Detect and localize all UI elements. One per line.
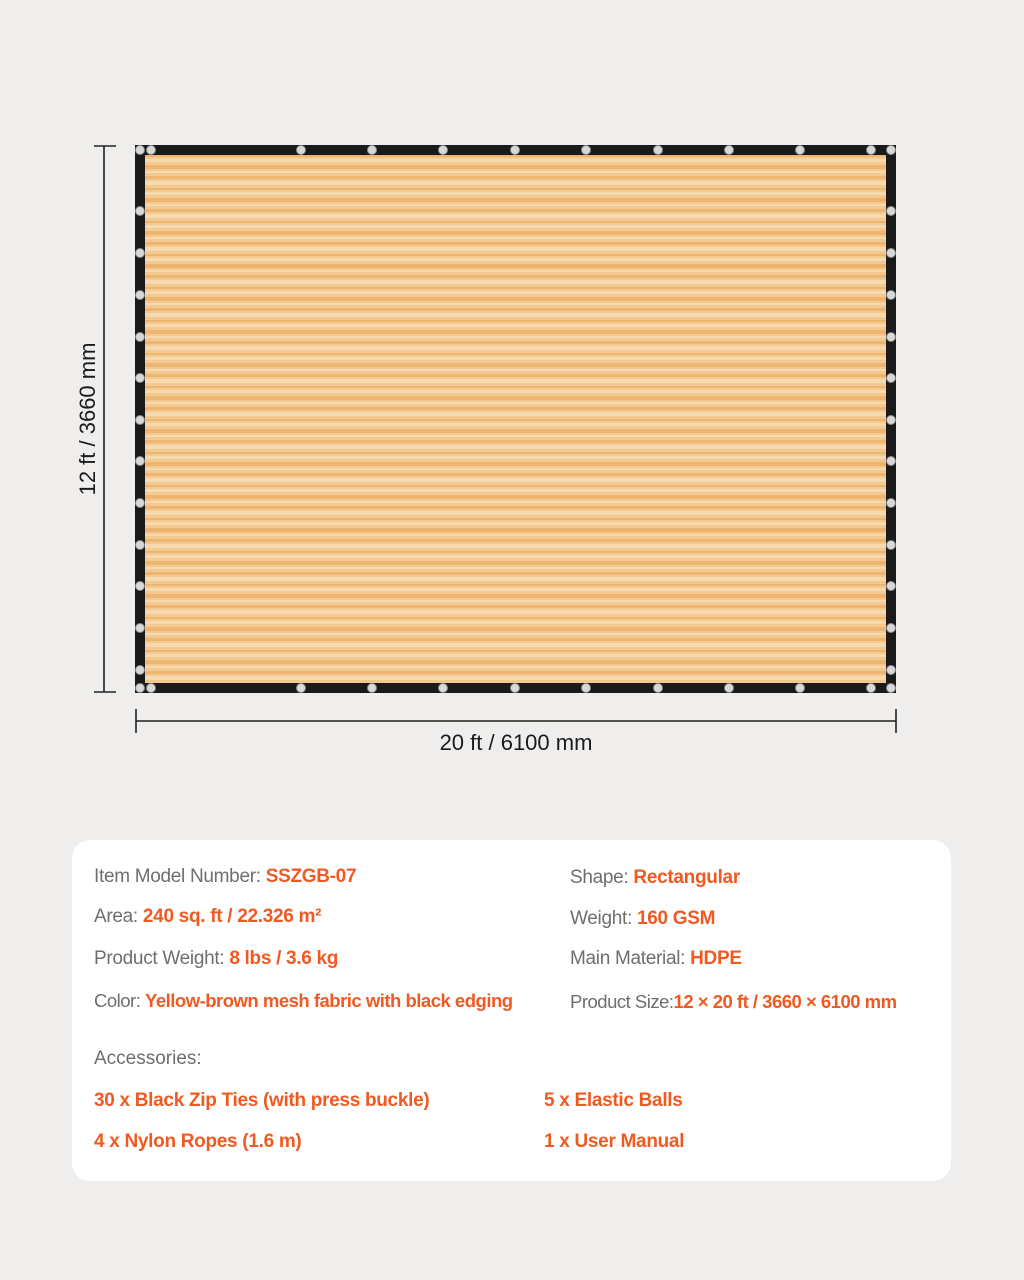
mesh-stripe: [145, 386, 886, 388]
spec-weight-label: Weight:: [570, 908, 637, 929]
grommet: [136, 249, 145, 258]
spec-area-label: Area:: [94, 906, 143, 927]
mesh-stripe: [145, 204, 886, 206]
spec-color-value: Yellow-brown mesh fabric with black edging: [145, 990, 513, 1011]
grommet: [136, 416, 145, 425]
mesh-stripe: [145, 231, 886, 235]
mesh-stripe: [145, 654, 886, 657]
mesh-stripe: [145, 221, 886, 223]
mesh-stripe: [145, 247, 886, 251]
mesh-stripe: [145, 518, 886, 520]
grommet: [887, 499, 896, 508]
mesh-stripe: [145, 567, 886, 569]
mesh-stripe: [145, 501, 886, 503]
grommet: [136, 146, 145, 155]
grommet: [887, 624, 896, 633]
mesh-stripe: [145, 638, 886, 641]
mesh-stripe: [145, 336, 886, 338]
mesh-stripe: [145, 407, 886, 410]
grommet: [297, 684, 306, 693]
mesh-stripe: [145, 621, 886, 624]
grommet: [136, 541, 145, 550]
mesh-stripe: [145, 633, 886, 635]
mesh-stripe: [145, 445, 886, 449]
spec-shape-label: Shape:: [570, 867, 634, 888]
mesh-stripe: [145, 330, 886, 334]
mesh-stripe: [145, 254, 886, 256]
mesh-stripe: [145, 584, 886, 586]
grommet: [136, 666, 145, 675]
mesh-stripe: [145, 275, 886, 278]
mesh-stripe: [145, 577, 886, 581]
accessories-title: Accessories:: [94, 1048, 202, 1069]
mesh-stripe: [145, 478, 886, 482]
grommet: [368, 146, 377, 155]
spec-card: [72, 840, 951, 1181]
grommet: [867, 684, 876, 693]
grommet: [887, 249, 896, 258]
mesh-stripe: [145, 627, 886, 631]
grommet: [136, 291, 145, 300]
grommet: [725, 684, 734, 693]
mesh-stripe: [145, 214, 886, 218]
spec-material-label: Main Material:: [570, 948, 691, 969]
grommet: [136, 374, 145, 383]
mesh-stripe: [145, 610, 886, 614]
grommet: [297, 146, 306, 155]
grommet: [654, 146, 663, 155]
accessory-elastic-balls: 5 x Elastic Balls: [544, 1090, 683, 1111]
mesh-stripe: [145, 396, 886, 400]
grommet: [887, 666, 896, 675]
grommet: [511, 684, 520, 693]
spec-size-label: Product Size:: [570, 991, 674, 1012]
mesh-stripe: [145, 280, 886, 284]
mesh-stripe: [145, 346, 886, 350]
mesh-stripe: [145, 522, 886, 525]
mesh-stripe: [145, 506, 886, 509]
mesh-stripe: [145, 171, 886, 173]
mesh-stripe: [145, 643, 886, 647]
mesh-stripe: [145, 313, 886, 317]
spec-size-value: 12 × 20 ft / 3660 × 6100 mm: [673, 991, 897, 1012]
mesh-stripe: [145, 671, 886, 674]
mesh-stripe: [145, 341, 886, 344]
mesh-stripe: [145, 374, 886, 377]
mesh-stripe: [145, 419, 886, 421]
mesh-stripe: [145, 594, 886, 598]
mesh-stripe: [145, 429, 886, 433]
mesh-stripe: [145, 555, 886, 558]
mesh-stripe: [145, 291, 886, 294]
width-label: 20 ft / 6100 mm: [439, 730, 593, 755]
mesh-stripe: [145, 544, 886, 548]
grommet: [582, 684, 591, 693]
grommet: [887, 207, 896, 216]
grommet: [136, 333, 145, 342]
spec-color: [94, 990, 513, 1012]
spec-product-weight: [94, 948, 338, 970]
spec-product-weight-value: 8 lbs / 3.6 kg: [229, 948, 339, 969]
mesh-stripe: [145, 534, 886, 536]
grommet: [887, 416, 896, 425]
spec-shape-value: Rectangular: [633, 867, 740, 888]
spec-material-value: HDPE: [690, 948, 742, 969]
mesh-stripe: [145, 605, 886, 608]
height-dimension: [75, 146, 116, 692]
mesh-stripe: [145, 660, 886, 664]
mesh-stripe: [145, 473, 886, 476]
grommet: [796, 684, 805, 693]
mesh-stripe: [145, 369, 886, 371]
grommet: [867, 146, 876, 155]
grommet: [887, 582, 896, 591]
spec-model: [94, 866, 356, 888]
mesh-stripe: [145, 551, 886, 553]
mesh-stripe: [145, 287, 886, 289]
grommet: [136, 499, 145, 508]
grommet: [725, 146, 734, 155]
spec-model-label: Item Model Number:: [94, 866, 266, 887]
mesh-stripe: [145, 165, 886, 169]
mesh-stripe: [145, 320, 886, 322]
mesh-stripe: [145, 511, 886, 515]
mesh-stripe: [145, 379, 886, 383]
mesh-stripe: [145, 495, 886, 499]
mesh-stripe: [145, 188, 886, 190]
spec-model-value: SSZGB-07: [265, 866, 357, 887]
mesh-stripe: [145, 242, 886, 245]
grommet: [887, 457, 896, 466]
mesh-stripe: [145, 452, 886, 454]
mesh-stripe: [145, 435, 886, 437]
spec-material: [570, 948, 742, 970]
mesh-stripe: [145, 357, 886, 360]
grommet: [887, 684, 896, 693]
mesh-stripe: [145, 462, 886, 466]
spec-color-label: Color:: [94, 990, 145, 1011]
mesh-stripe: [145, 192, 886, 195]
grommet: [887, 374, 896, 383]
accessory-nylon-ropes: 4 x Nylon Ropes (1.6 m): [94, 1131, 302, 1152]
height-label: 12 ft / 3660 mm: [75, 342, 100, 496]
mesh-stripe: [145, 617, 886, 619]
mesh-stripe: [145, 159, 886, 162]
mesh-stripe: [145, 402, 886, 404]
grommet: [887, 291, 896, 300]
spec-weight-value: 160 GSM: [636, 908, 716, 929]
shade-sail: [135, 145, 896, 693]
grommet: [147, 146, 156, 155]
mesh-stripe: [145, 489, 886, 492]
grommet: [439, 146, 448, 155]
mesh-stripe: [145, 485, 886, 487]
grommet: [887, 541, 896, 550]
spec-product-weight-label: Product Weight:: [94, 948, 230, 969]
spec-shape: [570, 867, 740, 889]
grommet: [136, 624, 145, 633]
mesh-stripe: [145, 390, 886, 393]
spec-area-value: 240 sq. ft / 22.326 m²: [142, 906, 322, 927]
mesh-stripe: [145, 181, 886, 185]
mesh-stripe: [145, 258, 886, 261]
mesh-stripe: [145, 198, 886, 202]
width-dimension: [136, 709, 896, 755]
grommet: [582, 146, 591, 155]
mesh-stripe: [145, 561, 886, 565]
mesh-stripe: [145, 412, 886, 416]
mesh-stripe: [145, 297, 886, 301]
grommet: [796, 146, 805, 155]
mesh-stripe: [145, 264, 886, 268]
mesh-stripe: [145, 650, 886, 652]
mesh-stripe: [145, 225, 886, 228]
accessory-user-manual: 1 x User Manual: [544, 1131, 685, 1152]
grommet: [147, 684, 156, 693]
mesh-stripe: [145, 666, 886, 668]
mesh-stripe: [145, 353, 886, 355]
grommet: [136, 457, 145, 466]
grommet: [136, 684, 145, 693]
spec-area: [94, 906, 321, 928]
mesh-stripe: [145, 237, 886, 239]
mesh-stripe: [145, 324, 886, 327]
mesh-stripe: [145, 588, 886, 591]
mesh-stripe: [145, 468, 886, 470]
accessory-zip-ties: 30 x Black Zip Ties (with press buckle): [94, 1090, 430, 1111]
grommet: [439, 684, 448, 693]
mesh-stripe: [145, 308, 886, 311]
grommet: [368, 684, 377, 693]
spec-weight: [570, 908, 715, 930]
mesh-stripe: [145, 572, 886, 575]
mesh-stripe: [145, 155, 886, 157]
grommet: [136, 207, 145, 216]
grommet: [136, 582, 145, 591]
grommet: [887, 333, 896, 342]
mesh-stripe: [145, 528, 886, 532]
mesh-stripe: [145, 423, 886, 426]
grommet: [654, 684, 663, 693]
mesh-stripe: [145, 600, 886, 602]
mesh-stripe: [145, 539, 886, 542]
grommet: [511, 146, 520, 155]
spec-size: [570, 991, 897, 1013]
mesh-stripe: [145, 363, 886, 367]
mesh-stripe: [145, 176, 886, 179]
mesh-stripe: [145, 676, 886, 680]
mesh-stripe: [145, 270, 886, 272]
grommet: [887, 146, 896, 155]
mesh-stripe: [145, 440, 886, 443]
mesh-stripe: [145, 303, 886, 305]
mesh-stripe: [145, 209, 886, 212]
mesh-stripe: [145, 456, 886, 459]
